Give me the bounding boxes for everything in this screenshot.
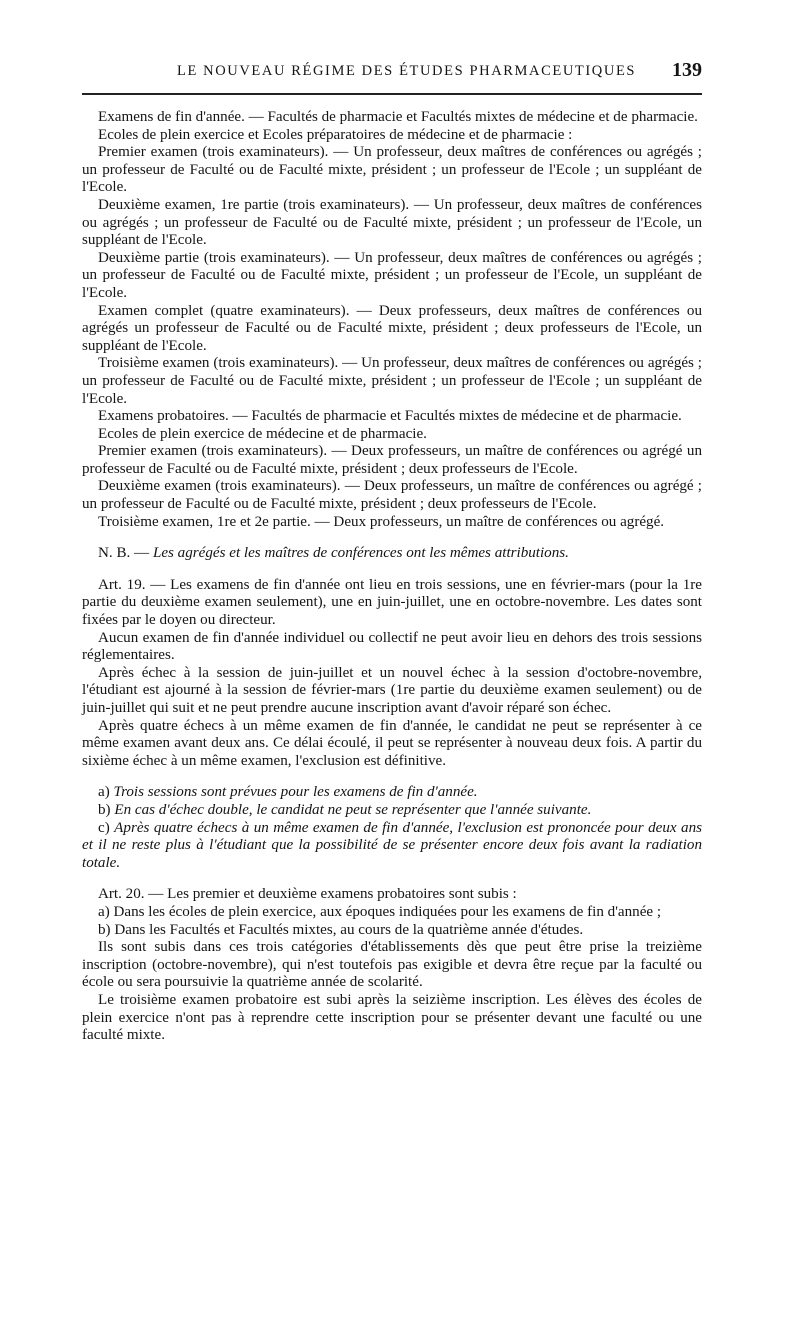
paragraph: Troisième examen, 1re et 2e partie. — Deux professeurs, un maître de conférences ou agrégé.: [98, 513, 665, 530]
note-b-text: En cas d'échec double, le candidat ne peut se représenter que l'année suivante.: [114, 801, 592, 818]
nota-bene: [82, 545, 702, 563]
article-19-paragraph: Après échec à la session de juin-juillet et un nouvel échec à la session d'octobre-novembre, l'étudiant est ajourné à la session de février-mars (1re partie du deuxième examen seulement) ou de juin-juillet qui suit et ne peut prendre aucune inscription avant d'avoir réparé son échec.: [82, 664, 702, 716]
nota-bene-label: N. B. —: [98, 545, 150, 562]
paragraph: Deuxième examen, 1re partie (trois examinateurs). — Un professeur, deux maîtres de conférences ou agrégés ; un professeur de Faculté ou de Faculté mixte, président ; un professeur de l'Ecole, un suppléant de l'Ecole.: [82, 196, 702, 249]
page-header: [82, 60, 702, 88]
note-a-label: a): [98, 784, 110, 801]
paragraph: Examens probatoires. — Facultés de pharmacie et Facultés mixtes de médecine et de pharmacie.: [98, 408, 682, 425]
article-20-paragraph: b) Dans les Facultés et Facultés mixtes, au cours de la quatrième année d'études.: [98, 921, 584, 938]
body-text: [82, 109, 702, 1045]
nota-bene-text: Les agrégés et les maîtres de conférences ont les mêmes attributions.: [152, 545, 569, 562]
paragraph: Troisième examen (trois examinateurs). — Un professeur, deux maîtres de conférences ou agrégés ; un professeur de Faculté ou de Faculté mixte, président ; un professeur de l'Ecole ; un suppléant de l'Ecole.: [82, 355, 702, 407]
article-20-paragraph: a) Dans les écoles de plein exercice, aux époques indiquées pour les examens de fin d'année ;: [98, 903, 662, 920]
paragraph: Premier examen (trois examinateurs). — Deux professeurs, un maître de conférences ou agrégé un professeur de Faculté ou de Faculté mixte, président ; deux professeurs de l'Ecole.: [82, 443, 702, 477]
article-20-paragraph: Art. 20. — Les premier et deuxième examens probatoires sont subis :: [98, 886, 517, 903]
running-title: LE NOUVEAU RÉGIME DES ÉTUDES PHARMACEUTIQUES: [177, 63, 637, 79]
page-number: 139: [672, 59, 702, 81]
article-19-paragraph: Après quatre échecs à un même examen de fin d'année, le candidat ne peut se représenter à ce même examen avant deux ans. Ce délai écoulé, il peut se représenter à nouveau deux fois. A partir du sixième échec à un même examen, l'exclusion est définitive.: [82, 717, 702, 769]
article-19-paragraph: Aucun examen de fin d'année individuel ou collectif ne peut avoir lieu en dehors des trois sessions réglementaires.: [82, 629, 702, 664]
paragraph: Examen complet (quatre examinateurs). — Deux professeurs, deux maîtres de conférences ou agrégés un professeur de Faculté ou de Faculté mixte, président ; deux professeurs de l'Ecole, un suppléant de l'Ecole.: [82, 302, 702, 354]
paragraph: Examens de fin d'année. — Facultés de pharmacie et Facultés mixtes de médecine et de pharmacie.: [98, 109, 698, 125]
article-20-paragraph: Ils sont subis dans ces trois catégories d'établissements dès que peut être prise la treizième inscription (octobre-novembre), qui n'est toutefois pas exigible et devra être reçue par la faculté ou école ou sera poursuivie la quatrième année de scolarité.: [82, 939, 702, 991]
article-20-paragraph: Le troisième examen probatoire est subi après la seizième inscription. Les élèves des écoles de plein exercice n'ont pas à reprendre cette inscription pour se présenter devant une faculté ou une faculté mixte.: [82, 991, 702, 1044]
note-c-label: c): [98, 819, 110, 836]
article-19-paragraph: Art. 19. — Les examens de fin d'année ont lieu en trois sessions, une en février-mars (pour la 1re partie du deuxième examen seulement), une en juin-juillet, une en octobre-novembre. Les dates sont fixées par le doyen ou directeur.: [82, 576, 702, 629]
header-rule: [82, 93, 702, 95]
note-b-label: b): [98, 801, 111, 818]
note-a: [82, 784, 702, 802]
note-c-text: Après quatre échecs à un même examen de fin d'année, l'exclusion est prononcée pour deux ans et il ne reste plus à l'étudiant que la possibilité de se présenter encore deux fois avant la radiation totale.: [82, 819, 702, 871]
note-b: [82, 802, 702, 820]
paragraph: Deuxième examen (trois examinateurs). — Deux professeurs, un maître de conférences ou agrégé ; un professeur de Faculté ou de Faculté mixte, président ; deux professeurs de l'Ecole.: [82, 478, 702, 513]
paragraph: Deuxième partie (trois examinateurs). — Un professeur, deux maîtres de conférences ou agrégés ; un professeur de Faculté ou de Faculté mixte, président ; un professeur de l'Ecole, un suppléant de l'Ecole.: [82, 249, 702, 301]
paragraph: Ecoles de plein exercice et Ecoles préparatoires de médecine et de pharmacie :: [98, 126, 573, 143]
paragraph: Ecoles de plein exercice de médecine et de pharmacie.: [98, 425, 427, 442]
paragraph: Premier examen (trois examinateurs). — Un professeur, deux maîtres de conférences ou agrégés ; un professeur de Faculté ou de Faculté mixte, président ; un professeur de l'Ecole ; un suppléant de l'Ecole.: [82, 144, 702, 196]
note-c: [82, 820, 702, 873]
note-a-text: Trois sessions sont prévues pour les examens de fin d'année.: [113, 784, 478, 801]
